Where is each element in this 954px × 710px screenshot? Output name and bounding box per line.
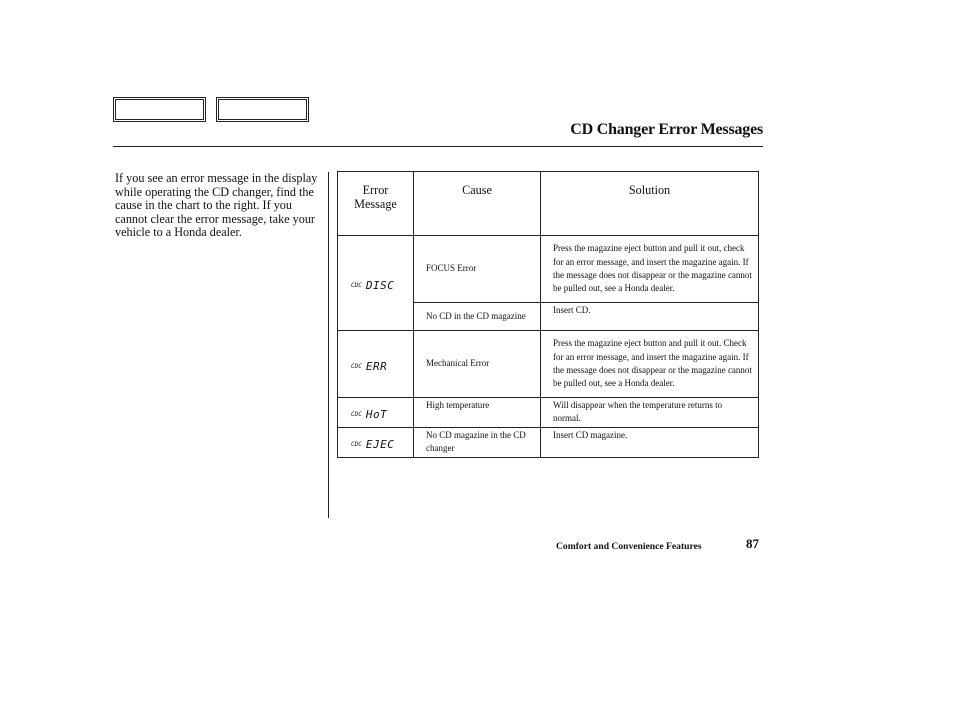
solution-cell: Will disappear when the temperature returns to normal.: [541, 398, 759, 428]
solution-cell: Insert CD.: [541, 303, 759, 331]
error-table: [337, 171, 759, 458]
nav-button-1[interactable]: [113, 97, 206, 122]
column-divider: [328, 172, 329, 518]
cause-cell: FOCUS Error: [414, 236, 541, 303]
solution-cell: Press the magazine eject button and pull it out, check for an error message, and insert the magazine again. If the message does not disappear or the magazine cannot be pulled out, see a Honda dealer.: [541, 236, 759, 303]
display-code: DISC: [365, 279, 395, 292]
table-row: [338, 331, 759, 398]
display-prefix: CDC: [351, 363, 362, 370]
intro-paragraph: If you see an error message in the display while operating the CD changer, find the cause in the chart to the right. If you cannot clear the error message, take your vehicle to a Honda dealer.: [115, 171, 318, 239]
cause-cell: No CD in the CD magazine: [414, 303, 541, 331]
solution-cell: Press the magazine eject button and pull it out. Check for an error message, and insert the magazine again. If the message does not disappear or the magazine cannot be pulled out, see a Honda dealer.: [541, 331, 759, 398]
display-prefix: CDC: [351, 441, 362, 449]
header-solution: Solution: [541, 172, 759, 236]
header-error-message: [338, 172, 414, 236]
table-header-row: [338, 172, 759, 236]
display-prefix: CDC: [351, 282, 362, 289]
error-display-err: [338, 331, 414, 398]
page-title: CD Changer Error Messages: [570, 121, 763, 138]
error-display-hot: [338, 398, 414, 428]
table-row: [338, 398, 759, 428]
cause-cell: No CD magazine in the CD changer: [414, 427, 541, 457]
nav-button-2[interactable]: [216, 97, 309, 122]
header-error-line1: Error: [362, 183, 389, 197]
error-display-disc: [338, 236, 414, 331]
display-code: ERR: [365, 360, 388, 373]
page-number: 87: [746, 536, 759, 551]
header-cause: Cause: [414, 172, 541, 236]
section-label: Comfort and Convenience Features: [556, 541, 702, 552]
cause-cell: Mechanical Error: [414, 331, 541, 398]
title-rule: [113, 146, 763, 147]
display-prefix: CDC: [351, 411, 362, 419]
table-row: [338, 427, 759, 457]
display-code: HoT: [365, 408, 388, 422]
header-error-line2: Message: [354, 197, 397, 211]
error-display-ejec: [338, 427, 414, 457]
table-row: [338, 236, 759, 303]
solution-cell: Insert CD magazine.: [541, 427, 759, 457]
cause-cell: High temperature: [414, 398, 541, 428]
display-code: EJEC: [365, 438, 395, 452]
